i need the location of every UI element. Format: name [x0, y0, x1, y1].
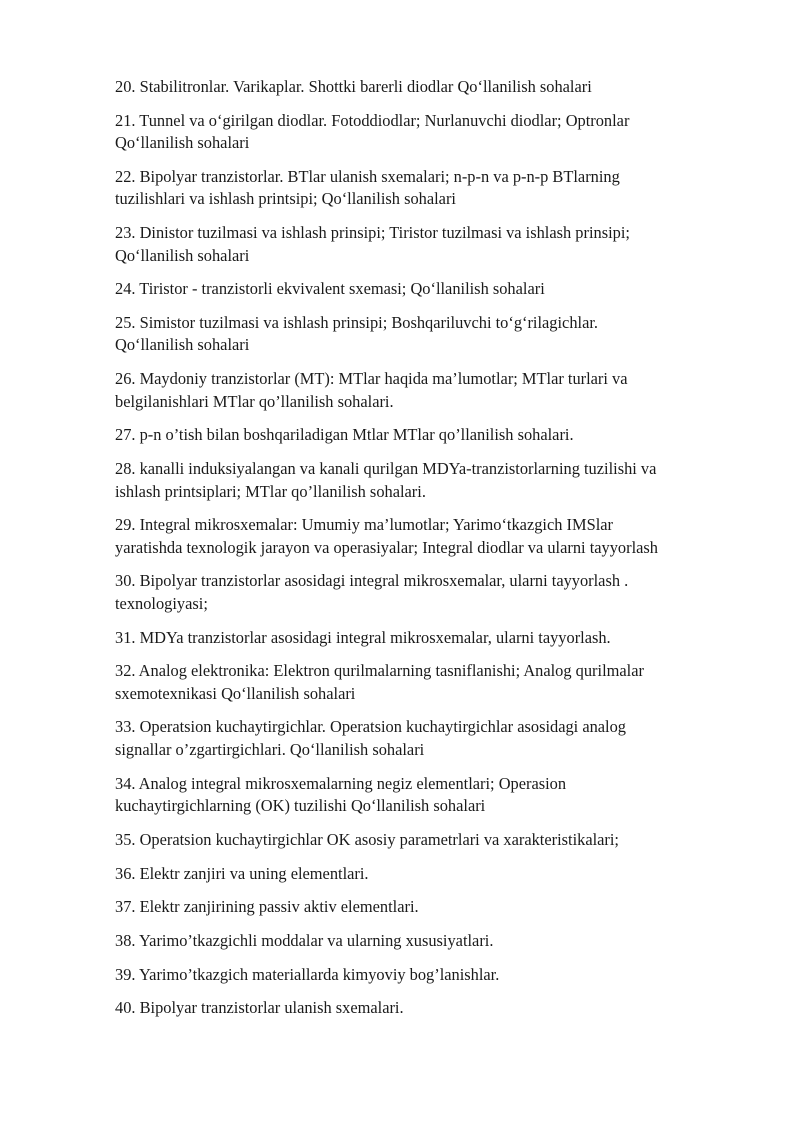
list-item [115, 964, 745, 987]
list-item-line: texnologiyasi; [115, 593, 208, 613]
list-item-line: Qo‘llanilish sohalari [115, 245, 250, 265]
list-item-line: 27. p-n o’tish bilan boshqariladigan Mtlar MTlar qo’llanilish sohalari. [115, 425, 574, 445]
list-item-line: 23. Dinistor tuzilmasi va ishlash prinsipi; Tiristor tuzilmasi va ishlash prinsipi; [115, 223, 630, 243]
list-item [115, 660, 745, 705]
list-item [115, 76, 745, 99]
list-item-line: 20. Stabilitronlar. Varikaplar. Shottki barerli diodlar Qo‘llanilish sohalari [115, 77, 592, 96]
list-item-line: 22. Bipolyar tranzistorlar. BTlar ulanish sxemalari; n-p-n va p-n-p BTlarning [115, 166, 620, 186]
list-item [115, 424, 745, 447]
list-item-line: 30. Bipolyar tranzistorlar asosidagi integral mikrosxemalar, ularni tayyorlash . [115, 571, 629, 591]
list-item [115, 458, 745, 503]
list-item-line: 32. Analog elektronika: Elektron qurilmalarning tasniflanishi; Analog qurilmalar [115, 661, 644, 681]
list-item-line: 36. Elektr zanjiri va uning elementlari. [115, 863, 369, 883]
list-item [115, 570, 745, 615]
list-item-line: 40. Bipolyar tranzistorlar ulanish sxemalari. [115, 998, 404, 1018]
list-item-line: yaratishda texnologik jarayon va operasiyalar; Integral diodlar va ularni tayyorlash [115, 537, 658, 557]
list-item [115, 110, 745, 155]
list-item [115, 863, 745, 886]
list-item-line: tuzilishlari va ishlash printsipi; Qo‘llanilish sohalari [115, 189, 456, 209]
list-item-line: 38. Yarimo’tkazgichli moddalar va ularning xususiyatlari. [115, 930, 494, 950]
list-item [115, 278, 745, 301]
list-item-line: ishlash printsiplari; MTlar qo’llanilish sohalari. [115, 481, 426, 501]
list-item [115, 773, 745, 818]
list-item [115, 514, 745, 559]
list-item-line: 21. Tunnel va o‘girilgan diodlar. Fotoddiodlar; Nurlanuvchi diodlar; Optronlar [115, 110, 630, 130]
list-item-line: belgilanishlari MTlar qo’llanilish sohalari. [115, 391, 394, 411]
list-item-line: 34. Analog integral mikrosxemalarning negiz elementlari; Operasion [115, 773, 567, 793]
list-item-line: 24. Tiristor - tranzistorli ekvivalent sxemasi; Qo‘llanilish sohalari [115, 279, 545, 299]
list-item-line: sxemotexnikasi Qo‘llanilish sohalari [115, 683, 356, 703]
list-item [115, 716, 745, 761]
list-item-line: 25. Simistor tuzilmasi va ishlash prinsipi; Boshqariluvchi to‘g‘rilagichlar. [115, 312, 599, 332]
list-item [115, 896, 745, 919]
list-item [115, 166, 745, 211]
list-item [115, 627, 745, 650]
list-item [115, 997, 745, 1020]
list-item-line: signallar o’zgartirgichlari. Qo‘llanilish sohalari [115, 739, 425, 759]
list-item-line: kuchaytirgichlarning (OK) tuzilishi Qo‘llanilish sohalari [115, 796, 486, 816]
question-list [115, 76, 745, 1031]
list-item-line: 31. MDYa tranzistorlar asosidagi integral mikrosxemalar, ularni tayyorlash. [115, 627, 611, 647]
list-item [115, 368, 745, 413]
list-item [115, 222, 745, 267]
list-item-line: 29. Integral mikrosxemalar: Umumiy ma’lumotlar; Yarimo‘tkazgich IMSlar [115, 515, 613, 535]
list-item [115, 312, 745, 357]
list-item-line: Qo‘llanilish sohalari [115, 335, 250, 355]
list-item-line: 28. kanalli induksiyalangan va kanali qurilgan MDYa-tranzistorlarning tuzilishi va [115, 459, 657, 478]
list-item-line: 39. Yarimo’tkazgich materiallarda kimyoviy bog’lanishlar. [115, 964, 500, 984]
list-item-line: 26. Maydoniy tranzistorlar (MT): MTlar haqida ma’lumotlar; MTlar turlari va [115, 369, 628, 389]
list-item [115, 829, 745, 852]
list-item-line: 33. Operatsion kuchaytirgichlar. Operatsion kuchaytirgichlar asosidagi analog [115, 717, 627, 737]
list-item-line: 35. Operatsion kuchaytirgichlar OK asosiy parametrlari va xarakteristikalari; [115, 829, 619, 849]
list-item [115, 930, 745, 953]
list-item-line: 37. Elektr zanjirining passiv aktiv elementlari. [115, 897, 419, 917]
list-item-line: Qo‘llanilish sohalari [115, 133, 250, 153]
